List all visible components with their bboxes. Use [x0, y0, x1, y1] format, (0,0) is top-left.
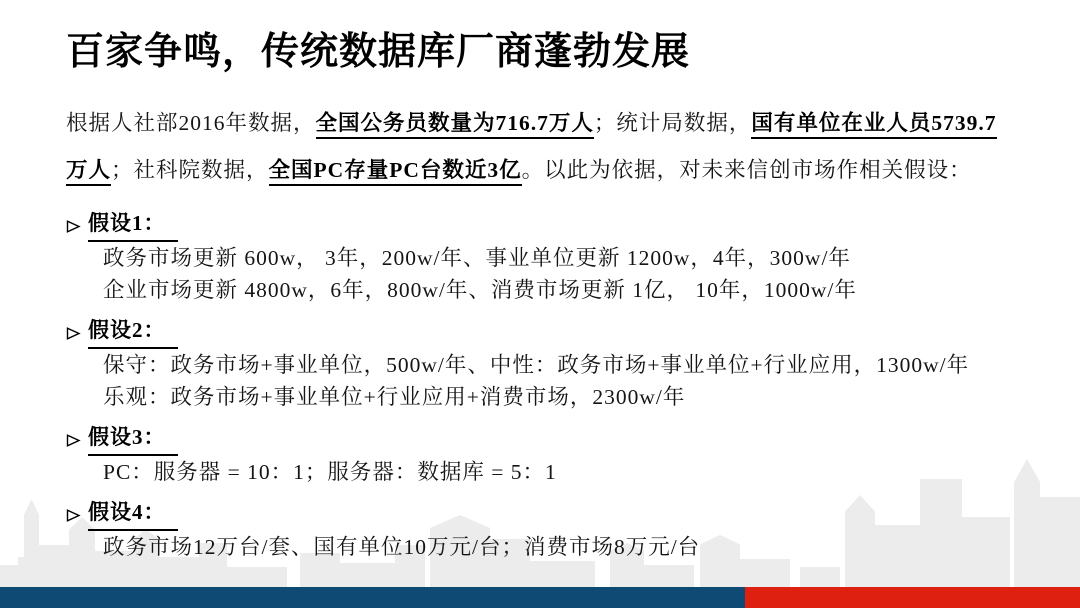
intro-segment: 国有单位在业人员5739.7万人	[66, 111, 997, 186]
intro-segment: 全国PC存量PC台数近3亿	[269, 158, 522, 186]
assumption-heading	[66, 497, 1018, 531]
assumption-label: 假设1：	[88, 208, 178, 242]
assumption-line: 企业市场更新 4800w，6年，800w/年、消费市场更新 1亿， 10年，1000w/年	[103, 278, 857, 302]
slide-title: 百家争鸣，传统数据库厂商蓬勃发展	[66, 31, 691, 73]
assumption-section	[66, 497, 1018, 563]
arrow-bullet-icon	[66, 326, 81, 341]
assumption-section	[66, 315, 1018, 413]
slide-body	[66, 100, 1018, 572]
assumption-line: 政务市场12万台/套、国有单位10万元/台；消费市场8万元/台	[103, 535, 701, 559]
skyline-building	[0, 565, 18, 587]
intro-paragraph	[66, 100, 1018, 194]
skyline-building	[39, 545, 69, 587]
assumption-line: 政务市场更新 600w， 3年，200w/年、事业单位更新 1200w，4年，300w/年	[103, 246, 851, 270]
intro-segment: 。以此为依据，对未来信创市场作相关假设：	[521, 158, 972, 182]
assumption-line: PC：服务器 = 10：1；服务器：数据库 = 5：1	[103, 460, 557, 484]
bottom-bar-red-segment	[745, 587, 1080, 608]
assumption-heading	[66, 208, 1018, 242]
arrow-bullet-icon	[66, 219, 81, 234]
assumption-label: 假设2：	[88, 315, 178, 349]
bottom-bar	[0, 587, 1080, 608]
assumption-line: 保守：政务市场+事业单位，500w/年、中性：政务市场+事业单位+行业应用，1300w/年	[103, 353, 970, 377]
assumption-heading	[66, 315, 1018, 349]
assumption-heading	[66, 422, 1018, 456]
assumption-section	[66, 208, 1018, 306]
assumption-line: 乐观：政务市场+事业单位+行业应用+消费市场，2300w/年	[103, 385, 686, 409]
intro-segment: 根据人社部2016年数据，	[66, 111, 316, 135]
assumption-section	[66, 422, 1018, 488]
intro-segment: ；社科院数据，	[111, 158, 269, 182]
assumption-label: 假设3：	[88, 422, 178, 456]
skyline-tower	[24, 499, 39, 587]
skyline-building	[1040, 497, 1080, 591]
arrow-bullet-icon	[66, 508, 81, 523]
bottom-bar-navy-segment	[0, 587, 745, 608]
arrow-bullet-icon	[66, 433, 81, 448]
assumption-list	[66, 208, 1018, 563]
intro-segment: 全国公务员数量为716.7万人	[316, 111, 594, 139]
intro-segment: ；统计局数据，	[593, 111, 752, 135]
assumption-label: 假设4：	[88, 497, 178, 531]
